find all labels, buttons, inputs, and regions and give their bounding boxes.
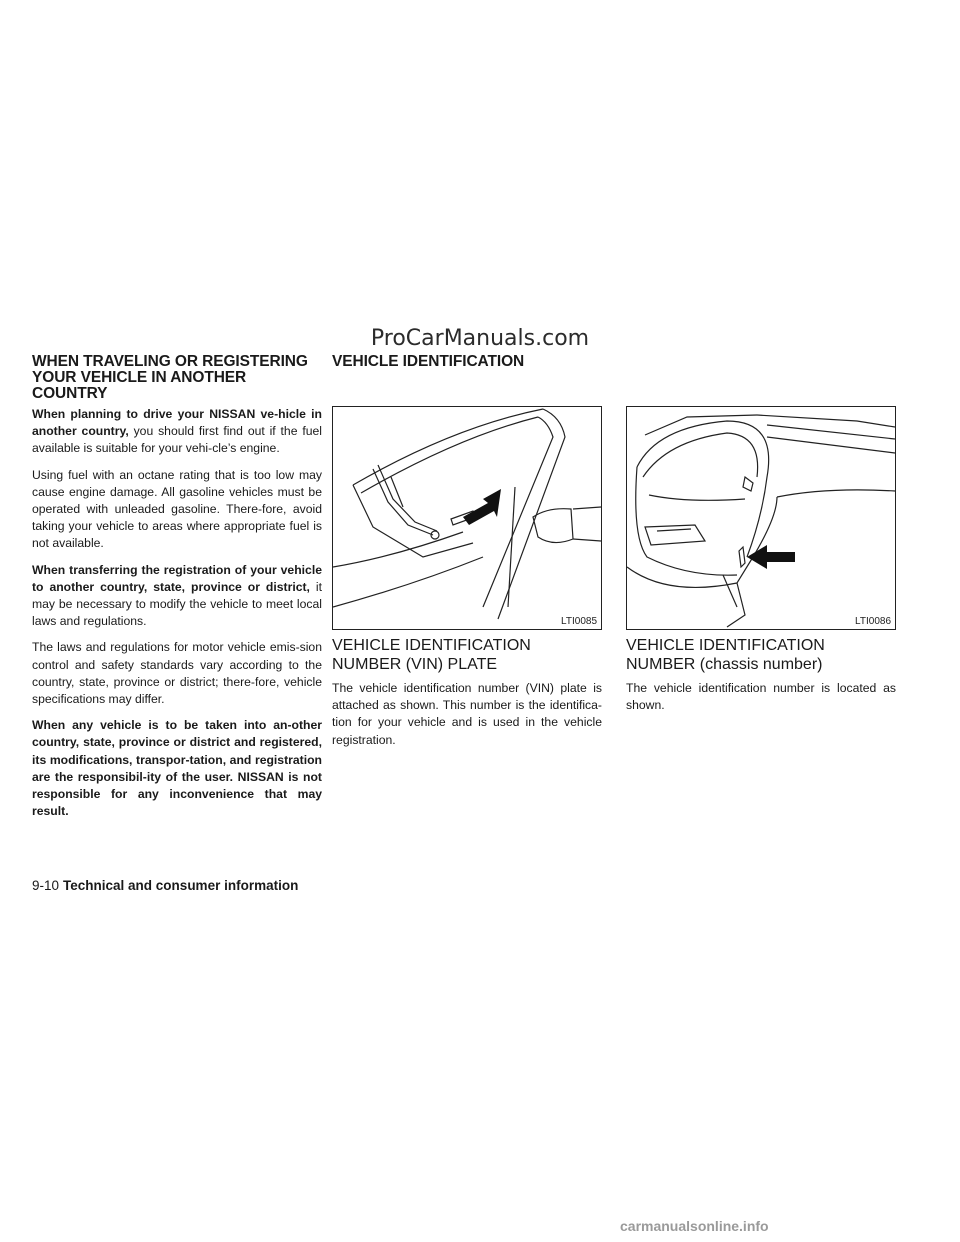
p3-rest: it may be necessary to modify the vehicle to meet local laws and regulations. — [32, 579, 323, 629]
paragraph-3 — [32, 562, 322, 631]
paragraph-2: Using fuel with an octane rating that is too low may cause engine damage. All gasoline vehicles must be operated with unleaded gasoline. There-fore, avoid taking your vehicle to areas where appropriate fuel is not available. — [32, 467, 322, 551]
chassis-number-text: The vehicle identification number is located as shown. — [626, 681, 896, 713]
paragraph-1 — [32, 406, 322, 458]
paragraph-5: When any vehicle is to be taken into an-other country, state, province or district and registered, its modifications, transpor-tation, and registration are the responsibil-ity of the user. NISSAN is not responsible for any inconvenience that may result. — [32, 718, 322, 819]
section-heading-vehicle-id: VEHICLE IDENTIFICATION — [332, 353, 525, 370]
seat-area-illustration — [627, 407, 895, 629]
figure-vin-plate — [332, 406, 602, 630]
watermark: ProCarManuals.com — [370, 326, 590, 351]
footer-section-title: Technical and consumer information — [63, 878, 299, 893]
left-column-text — [32, 406, 322, 829]
figure-code-1: LTI0085 — [561, 616, 597, 627]
site-footer: carmanualsonline.info — [620, 1218, 769, 1234]
subheading-chassis-number: VEHICLE IDENTIFICATION NUMBER (chassis number) — [626, 637, 825, 673]
arrow-icon — [463, 489, 501, 525]
vin-plate-text: The vehicle identification number (VIN) plate is attached as shown. This number is the identifica-tion for your vehicle and is used in the vehicle registration. — [332, 681, 602, 747]
subheading-vin-plate: VEHICLE IDENTIFICATION NUMBER (VIN) PLATE — [332, 637, 531, 673]
figure-code-2: LTI0086 — [855, 616, 891, 627]
section-heading-traveling: WHEN TRAVELING OR REGISTERING YOUR VEHICLE IN ANOTHER COUNTRY — [32, 353, 308, 402]
page-footer — [32, 878, 298, 893]
figure-chassis-number — [626, 406, 896, 630]
p1-rest: you should first find out if the fuel available is suitable for your vehi-cle’s engine. — [32, 424, 322, 456]
p3-bold: When transferring the registration of your vehicle to another country, state, province or district, — [32, 562, 322, 594]
page-number: 9-10 — [32, 878, 60, 893]
paragraph-4: The laws and regulations for motor vehicle emis-sion control and safety standards vary according to the country, state, province or district; there-fore, vehicle specifications may differ. — [32, 640, 322, 707]
p1-bold: When planning to drive your NISSAN ve-hicle in another country, — [32, 407, 322, 439]
windshield-illustration — [333, 407, 601, 629]
arrow-icon — [747, 545, 795, 569]
